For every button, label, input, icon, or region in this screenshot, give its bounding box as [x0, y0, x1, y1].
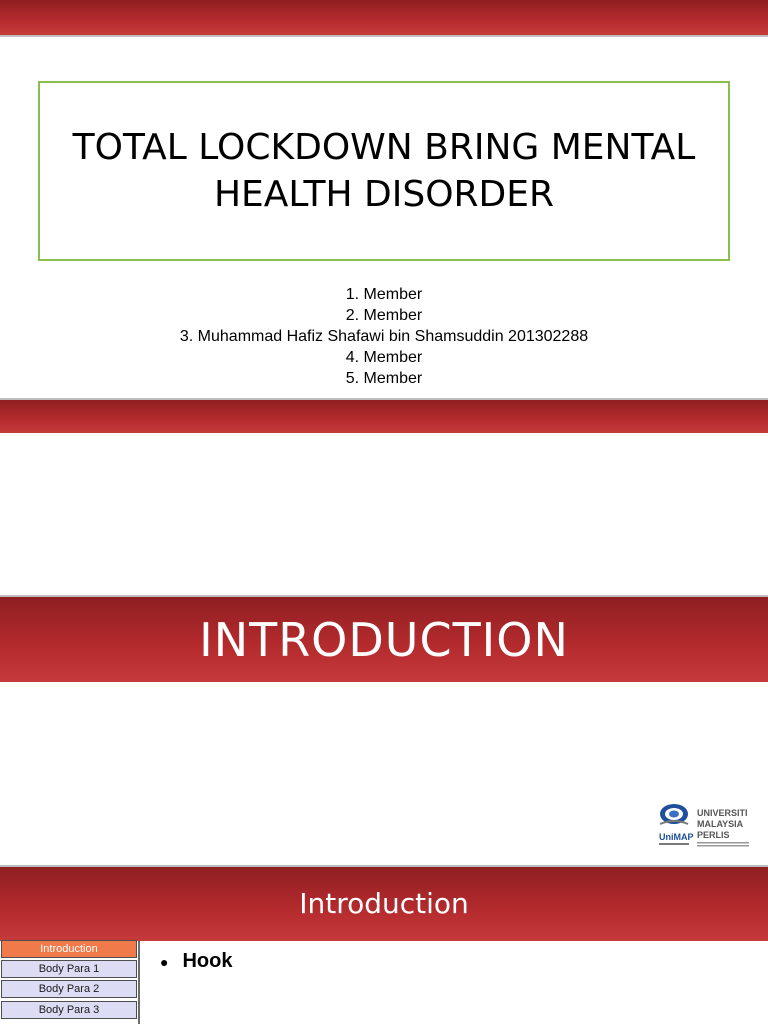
logo-line1: UNIVERSITI	[697, 808, 748, 818]
slide2-title-banner	[0, 595, 768, 682]
slide1-top-banner	[0, 0, 768, 37]
slide2-title: INTRODUCTION	[199, 612, 569, 667]
bullet-dot-icon: ●	[160, 953, 169, 970]
nav-item-body-para-3[interactable]: Body Para 3	[1, 1001, 137, 1019]
member-item: 3. Muhammad Hafiz Shafawi bin Shamsuddin 201302288	[179, 328, 589, 345]
logo-mark-text: UniMAP	[659, 832, 694, 842]
bullet-item	[160, 950, 232, 973]
bullet-text: Hook	[182, 950, 233, 972]
unimap-emblem-icon	[657, 800, 752, 848]
section-nav-sidebar	[0, 941, 140, 1024]
member-list	[0, 284, 768, 389]
slide3-title: Introduction	[299, 886, 469, 920]
member-item: 4. Member	[345, 349, 423, 366]
nav-item-introduction[interactable]: Introduction	[1, 940, 137, 958]
nav-item-body-para-1[interactable]: Body Para 1	[1, 960, 137, 978]
logo-line2: MALAYSIA	[697, 819, 744, 829]
slide1-bottom-banner	[0, 398, 768, 433]
member-item: 5. Member	[345, 370, 423, 387]
member-item: 2. Member	[345, 307, 423, 324]
slide1-title-box	[38, 81, 730, 261]
slide1-title: TOTAL LOCKDOWN BRING MENTAL HEALTH DISORDER	[72, 127, 696, 215]
logo-line3: PERLIS	[697, 830, 730, 840]
university-logo	[657, 800, 752, 848]
nav-item-body-para-2[interactable]: Body Para 2	[1, 980, 137, 998]
slide3-title-banner	[0, 865, 768, 941]
member-item: 1. Member	[345, 286, 423, 303]
